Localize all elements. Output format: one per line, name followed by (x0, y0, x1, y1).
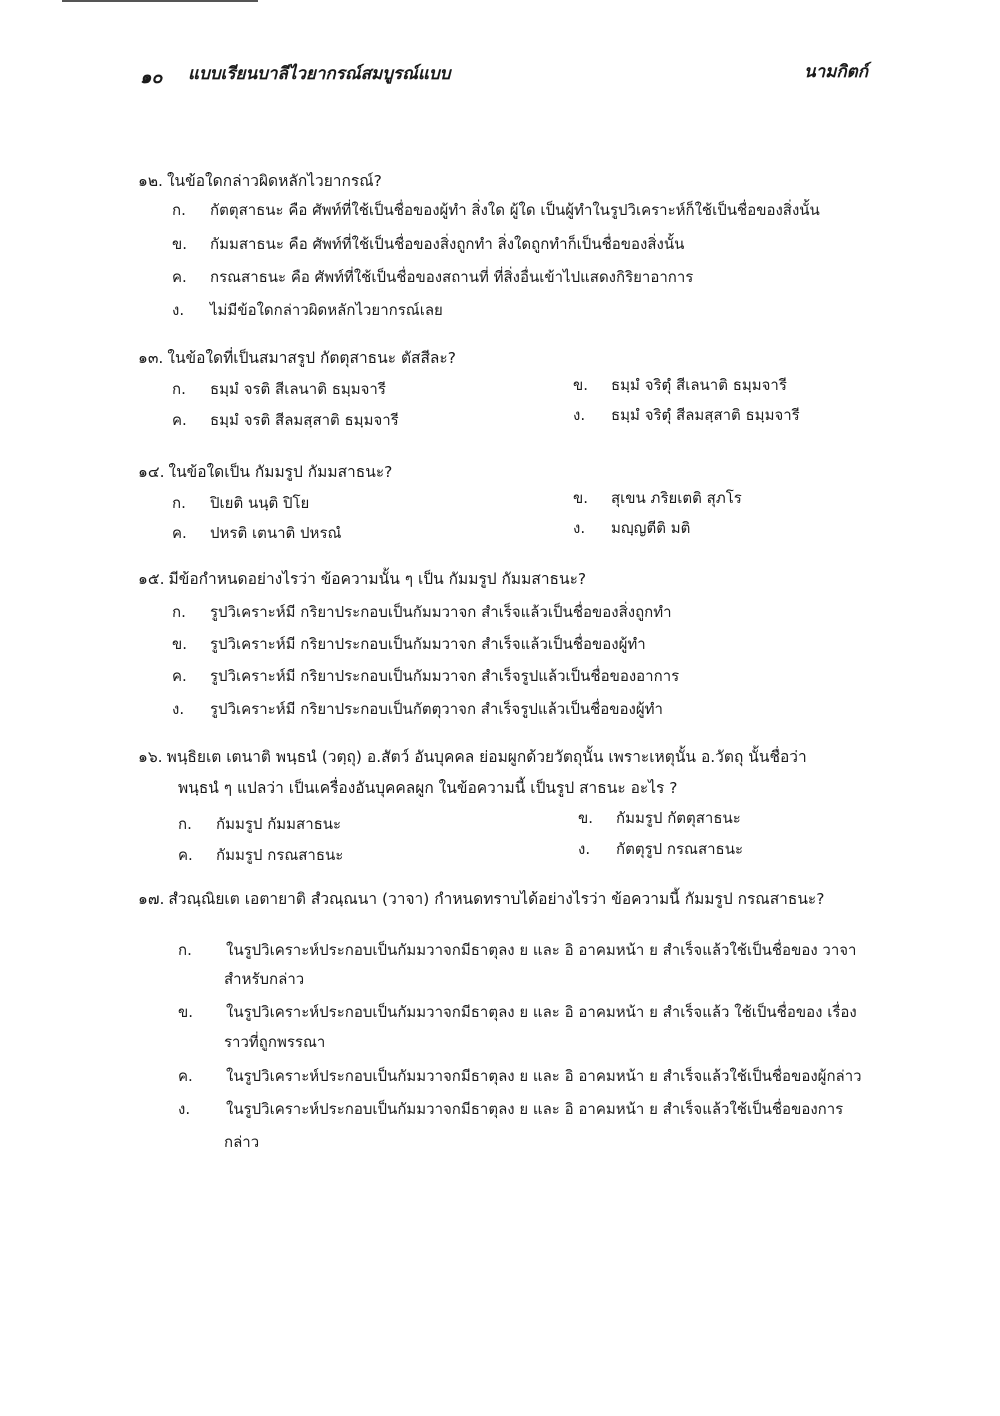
section-name: นามกิตก์ (804, 62, 868, 82)
option-b-continued: ราวที่ถูกพรรณา (224, 1033, 326, 1051)
question-stem-continued: พนฺธนํ ๆ แปลว่า เป็นเครื่องอันบุคคลผูก ในข้อความนี้ เป็นรูป สาธนะ อะไร ? (178, 779, 678, 797)
option-d-continued: กล่าว (224, 1133, 260, 1151)
question-stem: ๑๖. พนฺธิยเต เตนาติ พนฺธนํ (วตฺถุ) อ.สัตว์ อันบุคคล ย่อมผูกด้วยวัตถุนั้น เพราะเหตุนั้น อ.วัตถุ นั้นชื่อว่า (138, 748, 807, 766)
question-stem: ๑๓. ในข้อใดที่เป็นสมาสรูป กัตตุสาธนะ ตัสสีละ? (138, 349, 456, 367)
question-stem: ๑๕. มีข้อกำหนดอย่างไรว่า ข้อความนั้น ๆ เป็น กัมมรูป กัมมสาธนะ? (138, 570, 587, 588)
question-stem: ๑๒. ในข้อใดกล่าวผิดหลักไวยากรณ์? (138, 172, 382, 190)
question-stem: ๑๔. ในข้อใดเป็น กัมมรูป กัมมสาธนะ? (138, 463, 393, 481)
page-number: ๑๐ (140, 67, 163, 88)
book-title: แบบเรียนบาลีไวยากรณ์สมบูรณ์แบบ (188, 64, 451, 84)
page-header (140, 60, 868, 90)
question-stem: ๑๗. สํวณฺณิยเต เอตายาติ สํวณฺณนา (วาจา) กำหนดทราบได้อย่างไรว่า ข้อความนี้ กัมมรูป กรณสาธนะ? (138, 890, 825, 908)
option-a-continued: สำหรับกล่าว (224, 970, 305, 988)
top-border-line (62, 0, 258, 2)
